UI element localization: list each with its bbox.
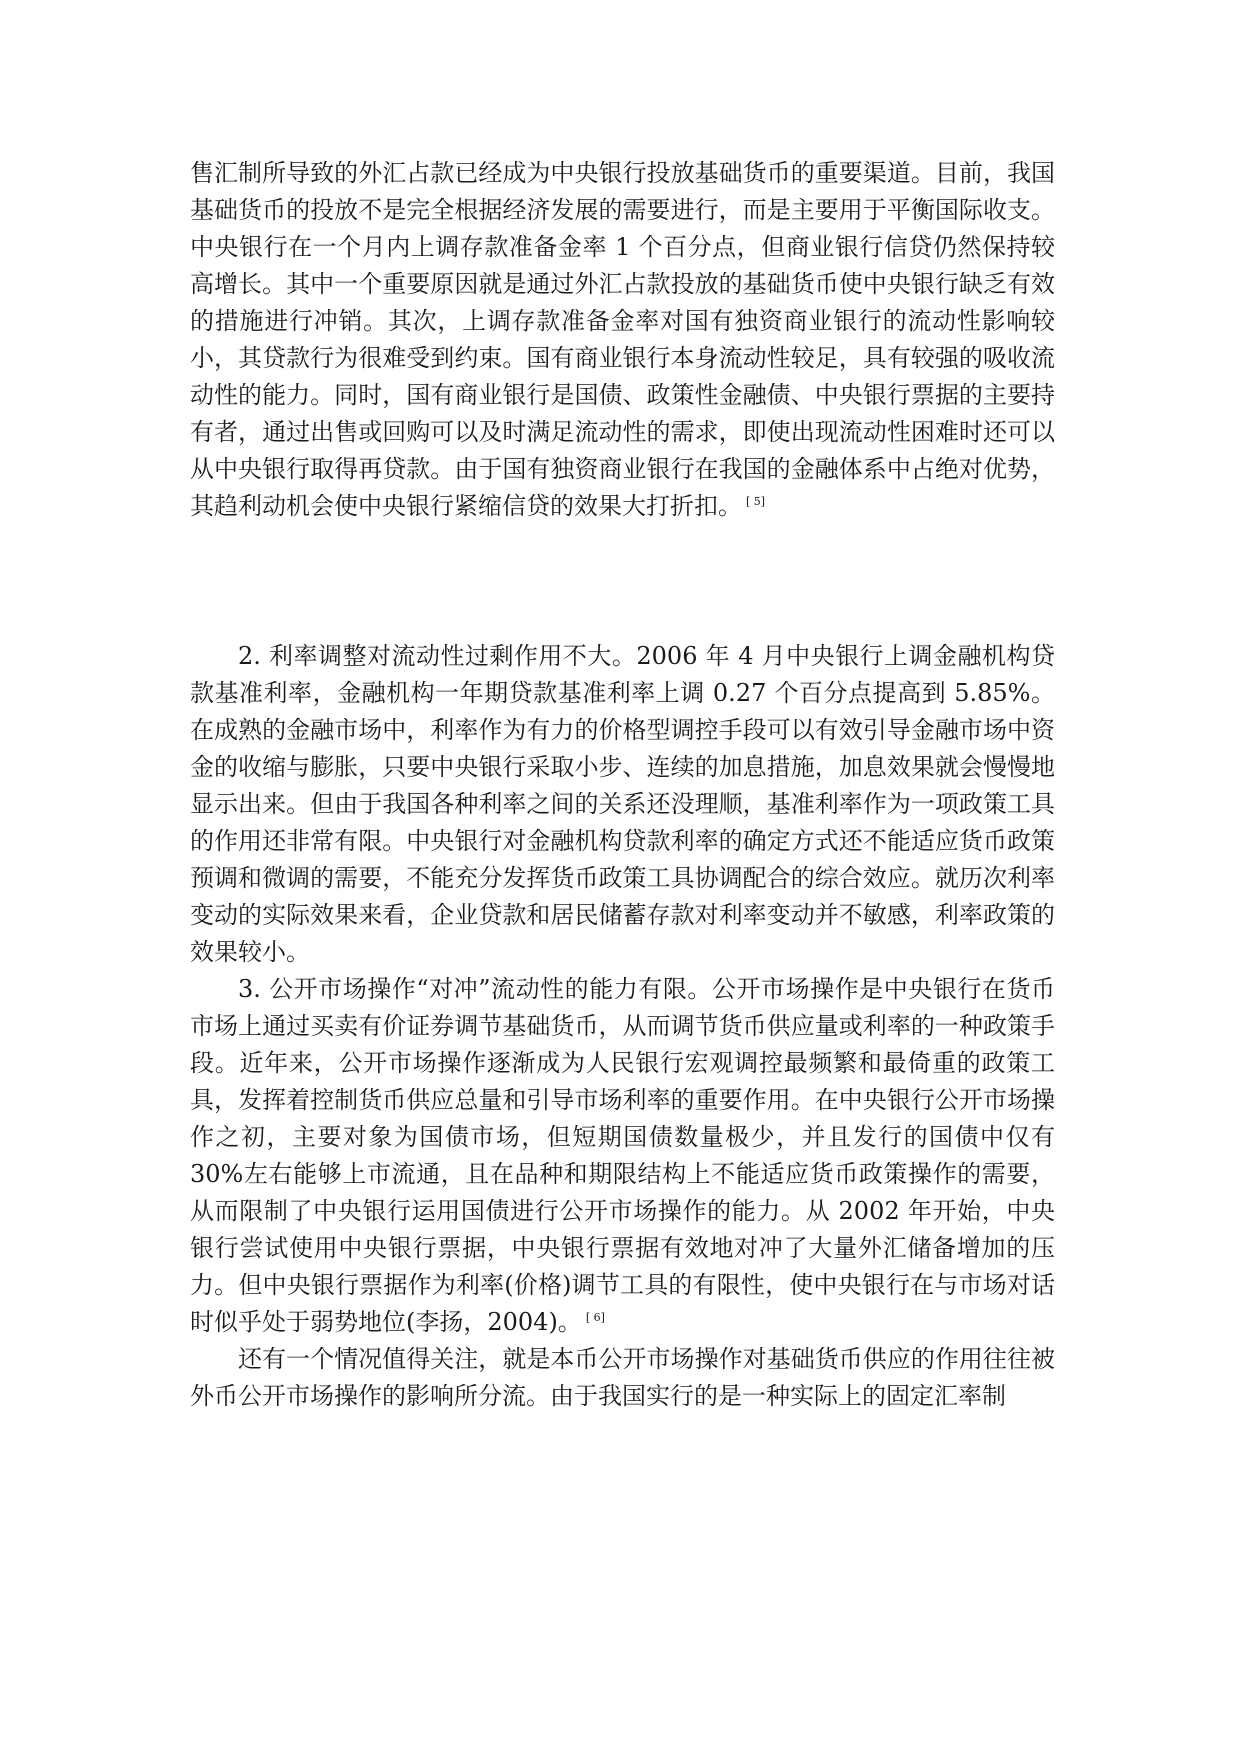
section-gap	[190, 525, 1055, 638]
paragraph-4	[190, 1341, 1055, 1415]
paragraph-3	[190, 971, 1055, 1341]
citation-5: [ 5]	[746, 495, 766, 508]
paragraph-4-text: 还有一个情况值得关注，就是本币公开市场操作对基础货币供应的作用往往被外币公开市场操作的影响所分流。由于我国实行的是一种实际上的固定汇率制	[190, 1345, 1055, 1410]
paragraph-1	[190, 155, 1055, 525]
paragraph-2-text: 2. 利率调整对流动性过剩作用不大。2006 年 4 月中央银行上调金融机构贷款基准利率，金融机构一年期贷款基准利率上调 0.27 个百分点提高到 5.85%。在成熟的金融市场中，利率作为有力的价格型调控手段可以有效引导金融市场中资金的收缩与膨胀，只要中央银行采取小步、连续的加息措施，加息效果就会慢慢地显示出来。但由于我国各种利率之间的关系还没理顺，基准利率作为一项政策工具的作用还非常有限。中央银行对金融机构贷款利率的确定方式还不能适应货币政策预调和微调的需要，不能充分发挥货币政策工具协调配合的综合效应。就历次利率变动的实际效果来看，企业贷款和居民储蓄存款对利率变动并不敏感，利率政策的效果较小。	[190, 642, 1055, 966]
paragraph-1-text: 售汇制所导致的外汇占款已经成为中央银行投放基础货币的重要渠道。目前，我国基础货币的投放不是完全根据经济发展的需要进行，而是主要用于平衡国际收支。中央银行在一个月内上调存款准备金率 1 个百分点，但商业银行信贷仍然保持较高增长。其中一个重要原因就是通过外汇占款投放的基础货币使中央银行缺乏有效的措施进行冲销。其次，上调存款准备金率对国有独资商业银行的流动性影响较小，其贷款行为很难受到约束。国有商业银行本身流动性较足，具有较强的吸收流动性的能力。同时，国有商业银行是国债、政策性金融债、中央银行票据的主要持有者，通过出售或回购可以及时满足流动性的需求，即使出现流动性困难时还可以从中央银行取得再贷款。由于国有独资商业银行在我国的金融体系中占绝对优势，其趋利动机会使中央银行紧缩信贷的效果大打折扣。	[190, 159, 1055, 520]
citation-6: [ 6]	[585, 1311, 605, 1324]
paragraph-2	[190, 638, 1055, 971]
document-page	[190, 155, 1055, 1415]
paragraph-3-text: 3. 公开市场操作“对冲”流动性的能力有限。公开市场操作是中央银行在货币市场上通过买卖有价证券调节基础货币，从而调节货币供应量或利率的一种政策手段。近年来，公开市场操作逐渐成为人民银行宏观调控最频繁和最倚重的政策工具，发挥着控制货币供应总量和引导市场利率的重要作用。在中央银行公开市场操作之初，主要对象为国债市场，但短期国债数量极少，并且发行的国债中仅有 30%左右能够上市流通，且在品种和期限结构上不能适应货币政策操作的需要，从而限制了中央银行运用国债进行公开市场操作的能力。从 2002 年开始，中央银行尝试使用中央银行票据，中央银行票据有效地对冲了大量外汇储备增加的压力。但中央银行票据作为利率(价格)调节工具的有限性，使中央银行在与市场对话时似乎处于弱势地位(李扬，2004)。	[190, 975, 1055, 1336]
